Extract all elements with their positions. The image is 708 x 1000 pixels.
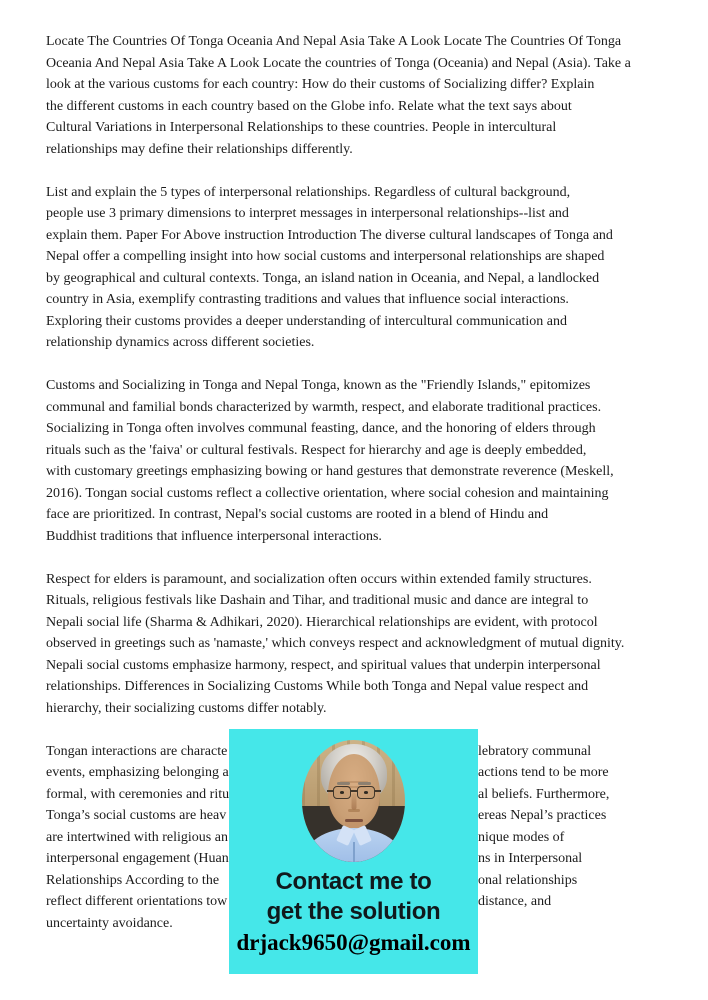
ad-overlay [229,729,478,974]
text-fragment-left: uncertainty avoidance. [46,915,173,931]
text-line: relationships may define their relationships differently. [46,141,353,157]
ad-heading [229,867,478,927]
text-line: hierarchy, their socializing customs differ notably. [46,700,327,716]
text-line: Rituals, religious festivals like Dashain and Tihar, and traditional music and dance are integral to [46,593,589,608]
nose-shadow [348,809,360,812]
text-fragment-right: ns in Interpersonal [478,851,583,866]
text-line: communal and familial bonds characterized by warmth, respect, and elaborate traditional practices. [46,399,602,415]
eyebrow-left [337,782,350,785]
text-line: by geographical and cultural contexts. Tonga, an island nation in Oceania, and Nepal, a landlocked [46,270,600,286]
text-line: Locate The Countries Of Tonga Oceania And Nepal Asia Take A Look Locate The Countries Of Tonga [46,34,622,49]
text-line: look at the various customs for each country: How do their customs of Socializing differ? Explain [46,77,595,92]
text-line: country in Asia, exemplify contrasting traditions and values that influence social interactions. [46,292,569,307]
text-line: relationships. Differences in Socializing Customs While both Tonga and Nepal value respect and [46,679,589,694]
eye-right [364,791,368,794]
paragraph [46,182,670,354]
text-line: observed in greetings such as 'namaste,' which conveys respect and acknowledgment of mutual dignity. [46,636,625,651]
man-nose [351,793,356,810]
text-fragment-right: ereas Nepal’s practices [478,808,607,823]
text-line: 2016). Tongan social customs reflect a collective orientation, where social cohesion and maintaining [46,485,609,501]
text-line: List and explain the 5 types of interpersonal relationships. Regardless of cultural background, [46,184,571,200]
text-line: with customary greetings emphasizing bowing or hand gestures that demonstrate reverence (Meskell, [46,464,614,479]
paragraph [46,375,670,547]
glasses-temple-left [327,790,333,792]
eyebrow-right [358,782,371,785]
text-line: face are prioritized. In contrast, Nepal's social customs are rooted in a blend of Hindu and [46,507,549,522]
paragraph [46,31,670,160]
text-line: Respect for elders is paramount, and socialization often occurs within extended family structures. [46,571,592,587]
text-line: people use 3 primary dimensions to interpret messages in interpersonal relationships--list and [46,206,569,221]
text-line: Socializing in Tonga often involves communal feasting, dance, and the honoring of elders through [46,421,596,436]
text-line: Nepali social life (Sharma & Adhikari, 2020). Hierarchical relationships are evident, with protocol [46,614,598,630]
text-line: Exploring their customs provides a deeper understanding of intercultural communication and [46,313,567,329]
text-fragment-right: distance, and [478,894,552,909]
shirt-placket [353,842,355,862]
text-fragment-left: interpersonal engagement (Huan [46,851,229,866]
text-line: Buddhist traditions that influence interpersonal interactions. [46,528,382,544]
ad-email: drjack9650@gmail.com [236,930,471,955]
text-fragment-left: Tonga’s social customs are heav [46,808,227,823]
ad-heading-line1: Contact me to [275,868,432,895]
text-fragment-left: reflect different orientations tow [46,894,228,909]
text-fragment-right: onal relationships [478,872,578,888]
paragraph [46,569,670,720]
contact-photo [302,740,405,862]
text-line: Customs and Socializing in Tonga and Nepal Tonga, known as the "Friendly Islands," epitomizes [46,378,591,393]
text-line: Oceania And Nepal Asia Take A Look Locate the countries of Tonga (Oceania) and Nepal (Asia). Take a [46,55,631,71]
text-fragment-left: are intertwined with religious an [46,829,228,845]
text-fragment-right: actions tend to be more [478,765,609,780]
glasses-bridge [351,790,357,792]
text-fragment-left: Relationships According to the [46,872,220,888]
text-fragment-left: Tongan interactions are characte [46,743,228,759]
man-mouth [345,819,363,822]
text-fragment-left: events, emphasizing belonging a [46,765,229,780]
ad-heading-line2: get the solution [266,898,441,925]
text-line: rituals such as the 'faiva' or cultural festivals. Respect for hierarchy and age is deeply embedded, [46,442,587,458]
text-line: explain them. Paper For Above instruction Introduction The diverse cultural landscapes of Tonga and [46,227,613,243]
text-fragment-right: nique modes of [478,829,565,845]
text-fragment-left: formal, with ceremonies and ritu [46,786,230,802]
text-line: Cultural Variations in Interpersonal Relationships to these countries. People in intercultural [46,120,557,135]
text-line: Nepali social customs emphasize harmony, respect, and spiritual values that underpin interpersonal [46,657,601,673]
eye-left [340,791,344,794]
text-line: relationship dynamics across different societies. [46,335,315,350]
text-line: the different customs in each country based on the Globe info. Relate what the text says about [46,98,572,114]
glasses-temple-right [375,790,381,792]
text-fragment-right: al beliefs. Furthermore, [478,786,610,802]
text-fragment-right: lebratory communal [478,743,592,759]
text-line: Nepal offer a compelling insight into how social customs and interpersonal relationships are shaped [46,249,605,264]
